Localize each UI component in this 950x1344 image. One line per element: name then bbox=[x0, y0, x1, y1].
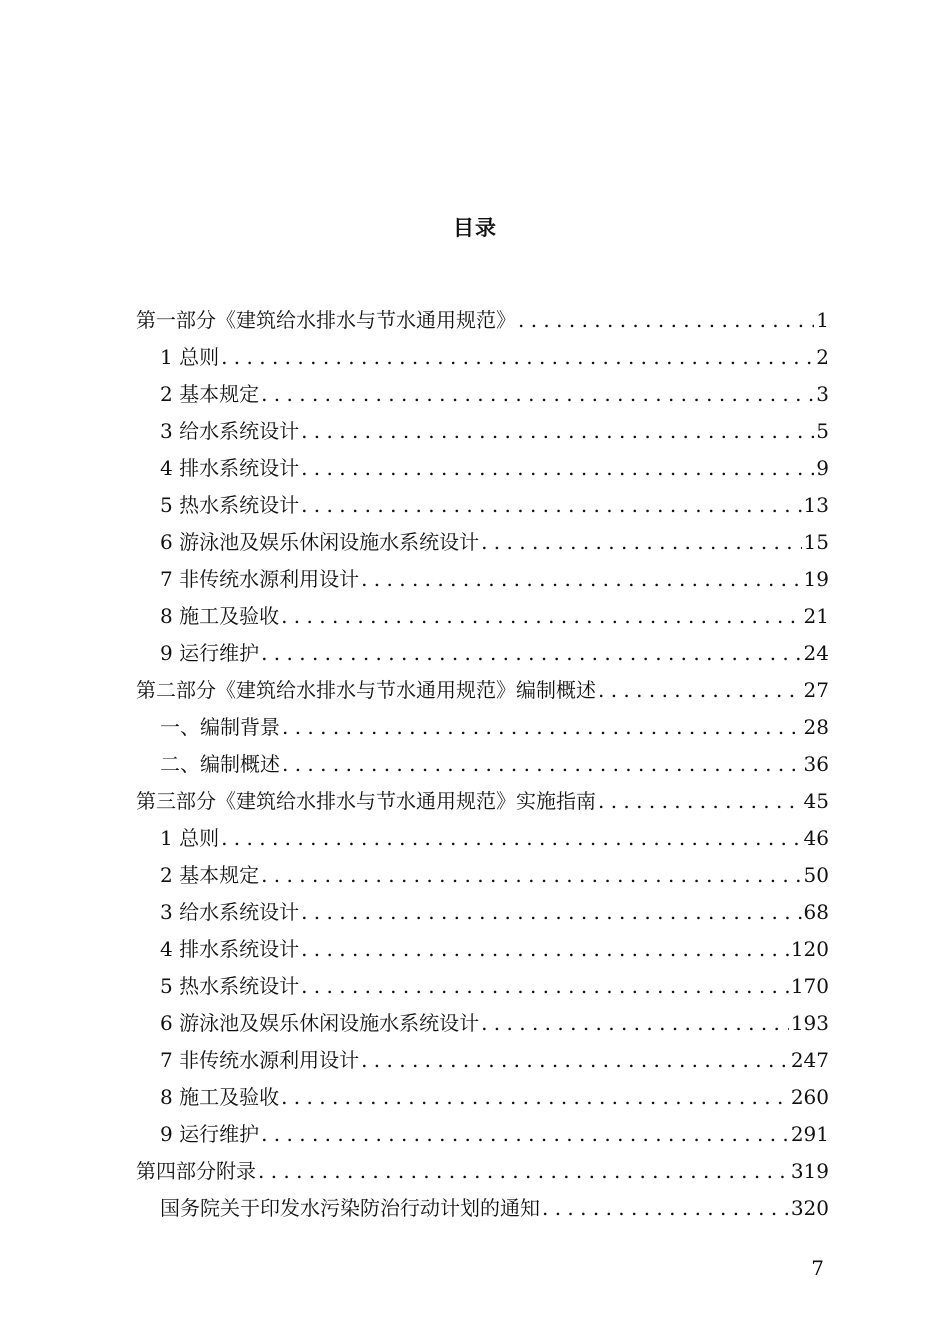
toc-dot-leader bbox=[261, 376, 814, 413]
toc-entry[interactable] bbox=[136, 1005, 829, 1042]
toc-entry[interactable] bbox=[136, 709, 829, 746]
toc-entry-label: 第一部分《建筑给水排水与节水通用规范》 bbox=[136, 308, 516, 332]
toc-dot-leader bbox=[301, 968, 789, 1005]
toc-entry-page: 320 bbox=[790, 1196, 829, 1220]
toc-entry-label: 7 非传统水源利用设计 bbox=[160, 1048, 360, 1072]
toc-entry-page: 45 bbox=[803, 789, 829, 813]
toc-dot-leader bbox=[221, 339, 814, 376]
toc-entry[interactable] bbox=[136, 635, 829, 672]
toc-dot-leader bbox=[281, 598, 801, 635]
toc-entry[interactable] bbox=[136, 931, 829, 968]
toc-dot-leader bbox=[258, 1153, 789, 1190]
toc-dot-leader bbox=[281, 1079, 789, 1116]
toc-entry[interactable] bbox=[136, 1190, 829, 1227]
toc-entry-label: 第二部分《建筑给水排水与节水通用规范》编制概述 bbox=[136, 678, 596, 702]
toc-entry-label: 8 施工及验收 bbox=[160, 604, 280, 628]
toc-entry-page: 120 bbox=[790, 937, 829, 961]
toc-entry[interactable] bbox=[136, 487, 829, 524]
toc-entry-label: 1 总则 bbox=[160, 826, 220, 850]
toc-entry-page: 260 bbox=[790, 1085, 829, 1109]
toc-entry-label: 4 排水系统设计 bbox=[160, 456, 300, 480]
toc-entry-label: 2 基本规定 bbox=[160, 863, 260, 887]
toc-entry-page: 28 bbox=[803, 715, 829, 739]
toc-entry[interactable] bbox=[136, 1153, 829, 1190]
toc-entry-page: 15 bbox=[803, 530, 829, 554]
toc-entry[interactable] bbox=[136, 1116, 829, 1153]
toc-entry-page: 1 bbox=[816, 308, 829, 332]
toc-entry[interactable] bbox=[136, 413, 829, 450]
toc-entry-page: 46 bbox=[803, 826, 829, 850]
toc-dot-leader bbox=[301, 931, 789, 968]
toc-entry-label: 3 给水系统设计 bbox=[160, 419, 300, 443]
table-of-contents bbox=[136, 302, 829, 1227]
toc-entry[interactable] bbox=[136, 968, 829, 1005]
toc-entry-label: 第四部分附录 bbox=[136, 1159, 256, 1183]
toc-dot-leader bbox=[542, 1190, 789, 1227]
toc-entry-label: 9 运行维护 bbox=[160, 1122, 260, 1146]
toc-dot-leader bbox=[518, 302, 814, 339]
toc-entry-page: 24 bbox=[803, 641, 829, 665]
toc-entry-page: 170 bbox=[790, 974, 829, 998]
toc-entry-page: 21 bbox=[803, 604, 829, 628]
toc-entry[interactable] bbox=[136, 561, 829, 598]
toc-entry-page: 3 bbox=[816, 382, 829, 406]
toc-entry-page: 68 bbox=[803, 900, 829, 924]
toc-entry[interactable] bbox=[136, 598, 829, 635]
toc-dot-leader bbox=[301, 450, 814, 487]
toc-dot-leader bbox=[481, 1005, 789, 1042]
toc-entry-label: 一、编制背景 bbox=[160, 715, 280, 739]
toc-entry-page: 27 bbox=[803, 678, 829, 702]
toc-entry-page: 50 bbox=[803, 863, 829, 887]
toc-entry-page: 291 bbox=[790, 1122, 829, 1146]
toc-dot-leader bbox=[221, 820, 801, 857]
toc-entry-label: 4 排水系统设计 bbox=[160, 937, 300, 961]
toc-entry-page: 2 bbox=[816, 345, 829, 369]
toc-entry[interactable] bbox=[136, 894, 829, 931]
toc-entry-label: 9 运行维护 bbox=[160, 641, 260, 665]
toc-entry-label: 6 游泳池及娱乐休闲设施水系统设计 bbox=[160, 530, 480, 554]
toc-entry-page: 247 bbox=[790, 1048, 829, 1072]
toc-entry-page: 36 bbox=[803, 752, 829, 776]
toc-entry[interactable] bbox=[136, 302, 829, 339]
toc-entry-page: 13 bbox=[803, 493, 829, 517]
toc-dot-leader bbox=[301, 894, 801, 931]
toc-entry-page: 5 bbox=[816, 419, 829, 443]
toc-dot-leader bbox=[361, 561, 801, 598]
toc-dot-leader bbox=[361, 1042, 789, 1079]
toc-entry-page: 193 bbox=[790, 1011, 829, 1035]
toc-entry-label: 二、编制概述 bbox=[160, 752, 280, 776]
toc-dot-leader bbox=[598, 783, 802, 820]
toc-dot-leader bbox=[261, 635, 801, 672]
page-title: 目录 bbox=[453, 215, 497, 240]
toc-dot-leader bbox=[481, 524, 801, 561]
toc-entry[interactable] bbox=[136, 672, 829, 709]
toc-entry-label: 国务院关于印发水污染防治行动计划的通知 bbox=[160, 1196, 540, 1220]
toc-entry[interactable] bbox=[136, 857, 829, 894]
toc-dot-leader bbox=[261, 1116, 789, 1153]
toc-entry-page: 319 bbox=[790, 1159, 829, 1183]
toc-entry[interactable] bbox=[136, 1079, 829, 1116]
toc-entry[interactable] bbox=[136, 524, 829, 561]
toc-entry-label: 3 给水系统设计 bbox=[160, 900, 300, 924]
toc-entry[interactable] bbox=[136, 746, 829, 783]
toc-entry-label: 7 非传统水源利用设计 bbox=[160, 567, 360, 591]
toc-entry-label: 1 总则 bbox=[160, 345, 220, 369]
toc-entry[interactable] bbox=[136, 450, 829, 487]
toc-entry-page: 9 bbox=[816, 456, 829, 480]
toc-dot-leader bbox=[598, 672, 802, 709]
page-number: 7 bbox=[811, 1256, 824, 1280]
toc-entry[interactable] bbox=[136, 376, 829, 413]
toc-entry[interactable] bbox=[136, 820, 829, 857]
toc-entry-label: 6 游泳池及娱乐休闲设施水系统设计 bbox=[160, 1011, 480, 1035]
toc-entry[interactable] bbox=[136, 339, 829, 376]
toc-dot-leader bbox=[261, 857, 801, 894]
toc-dot-leader bbox=[282, 709, 802, 746]
toc-entry-label: 5 热水系统设计 bbox=[160, 974, 300, 998]
toc-entry-label: 5 热水系统设计 bbox=[160, 493, 300, 517]
toc-dot-leader bbox=[282, 746, 802, 783]
toc-entry-label: 8 施工及验收 bbox=[160, 1085, 280, 1109]
toc-entry-label: 第三部分《建筑给水排水与节水通用规范》实施指南 bbox=[136, 789, 596, 813]
toc-dot-leader bbox=[301, 487, 801, 524]
toc-entry-label: 2 基本规定 bbox=[160, 382, 260, 406]
toc-entry[interactable] bbox=[136, 783, 829, 820]
toc-entry-page: 19 bbox=[803, 567, 829, 591]
toc-entry[interactable] bbox=[136, 1042, 829, 1079]
toc-dot-leader bbox=[301, 413, 814, 450]
